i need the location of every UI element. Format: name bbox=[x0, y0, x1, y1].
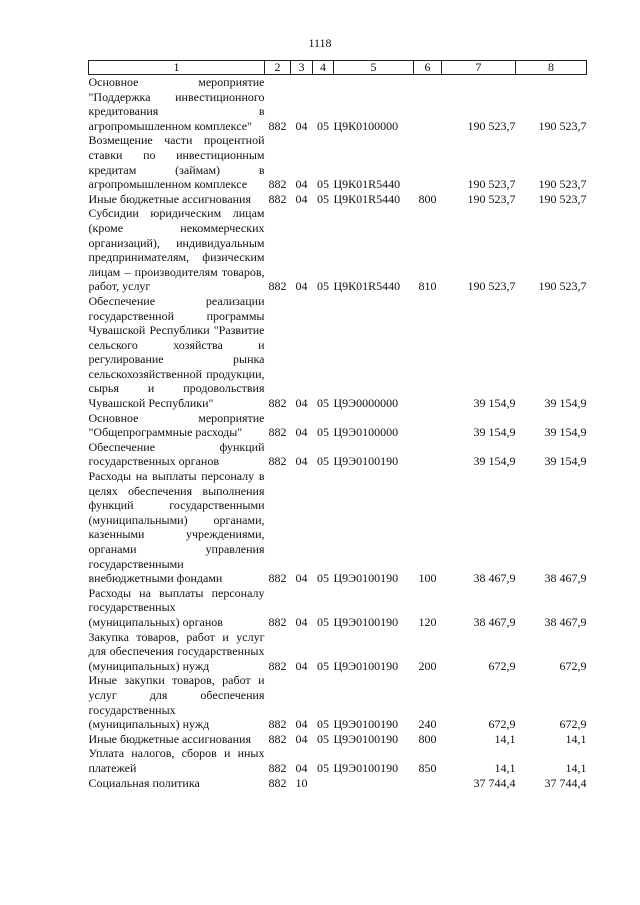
column-header-7: 7 bbox=[442, 61, 516, 75]
row-description: Иные бюджетные ассигнования bbox=[88, 731, 251, 746]
table-row bbox=[89, 469, 587, 586]
row-section: 04 bbox=[295, 279, 308, 294]
table-row bbox=[89, 586, 587, 630]
row-ministry-code: 882 bbox=[268, 177, 287, 192]
row-expense-type: 100 bbox=[418, 571, 437, 586]
row-subsection: 05 bbox=[317, 658, 329, 673]
row-expense-type: 200 bbox=[418, 658, 437, 673]
row-description: Основное мероприятие "Общепрограммные расходы" bbox=[88, 410, 265, 440]
row-section: 10 bbox=[295, 775, 308, 790]
row-expense-type: 810 bbox=[418, 279, 437, 294]
row-subsection: 05 bbox=[317, 279, 329, 294]
table-row bbox=[89, 630, 587, 674]
column-header-8: 8 bbox=[516, 61, 587, 75]
row-amount-8: 190 523,7 bbox=[538, 177, 587, 192]
row-target-article: Ц9Э0100190 bbox=[333, 760, 399, 775]
column-header-2: 2 bbox=[265, 61, 291, 75]
table-row bbox=[89, 294, 587, 411]
row-subsection: 05 bbox=[317, 191, 329, 206]
row-amount-8: 190 523,7 bbox=[538, 191, 587, 206]
row-ministry-code: 882 bbox=[268, 396, 287, 411]
table-row bbox=[89, 673, 587, 731]
row-description: Закупка товаров, работ и услуг для обеспечения государственных (муниципальных) нужд bbox=[88, 629, 265, 673]
table-row bbox=[89, 776, 587, 791]
row-description: Иные закупки товаров, работ и услуг для обеспечения государственных (муниципальных) нужд bbox=[88, 673, 265, 732]
row-expense-type bbox=[414, 294, 442, 411]
row-section: 04 bbox=[295, 425, 308, 440]
row-ministry-code: 882 bbox=[268, 614, 287, 629]
row-section: 04 bbox=[295, 614, 308, 629]
row-section: 04 bbox=[295, 717, 308, 732]
row-expense-type bbox=[414, 75, 442, 134]
row-subsection: 05 bbox=[317, 177, 329, 192]
table-row bbox=[89, 746, 587, 775]
row-description: Основное мероприятие "Поддержка инвестиционного кредитования в агропромышленном комплексе" bbox=[88, 75, 265, 133]
row-expense-type bbox=[414, 133, 442, 191]
column-header-6: 6 bbox=[414, 61, 442, 75]
row-target-article: Ц9Э0100190 bbox=[333, 571, 399, 586]
row-amount-8: 39 154,9 bbox=[544, 454, 587, 469]
table-row bbox=[89, 440, 587, 469]
table-row bbox=[89, 732, 587, 747]
row-amount-7: 190 523,7 bbox=[467, 118, 516, 133]
row-subsection: 05 bbox=[317, 731, 329, 746]
row-amount-7: 190 523,7 bbox=[467, 279, 516, 294]
row-subsection: 05 bbox=[317, 717, 329, 732]
row-amount-7: 39 154,9 bbox=[473, 425, 516, 440]
row-expense-type: 120 bbox=[418, 614, 437, 629]
row-amount-7: 37 744,4 bbox=[473, 775, 516, 790]
row-expense-type: 800 bbox=[418, 731, 437, 746]
table-row bbox=[89, 133, 587, 191]
row-section: 04 bbox=[295, 177, 308, 192]
row-expense-type bbox=[414, 440, 442, 469]
row-amount-7: 39 154,9 bbox=[473, 396, 516, 411]
row-section: 04 bbox=[295, 731, 308, 746]
row-section: 04 bbox=[295, 118, 308, 133]
row-amount-8: 14,1 bbox=[565, 760, 587, 775]
row-target-article: Ц9К0100000 bbox=[333, 118, 399, 133]
row-amount-7: 14,1 bbox=[494, 731, 516, 746]
row-description: Уплата налогов, сборов и иных платежей bbox=[88, 746, 265, 775]
row-description: Расходы на выплаты персоналу государственных (муниципальных) органов bbox=[88, 585, 265, 629]
table-row bbox=[89, 206, 587, 294]
row-subsection: 05 bbox=[317, 760, 329, 775]
row-subsection: 05 bbox=[317, 571, 329, 586]
row-subsection: 05 bbox=[317, 396, 329, 411]
row-target-article: Ц9Э0000000 bbox=[333, 396, 399, 411]
table-body bbox=[89, 75, 587, 791]
row-description: Расходы на выплаты персоналу в целях обеспечения выполнения функций государственными (муниципальными) органами, казенными учреждениями, органами управления государственными внебюджетными фондами bbox=[88, 469, 265, 586]
row-description: Иные бюджетные ассигнования bbox=[88, 191, 251, 206]
row-ministry-code: 882 bbox=[268, 118, 287, 133]
row-ministry-code: 882 bbox=[268, 571, 287, 586]
row-amount-7: 39 154,9 bbox=[473, 454, 516, 469]
row-amount-7: 14,1 bbox=[494, 760, 516, 775]
row-amount-7: 672,9 bbox=[488, 717, 516, 732]
row-expense-type: 240 bbox=[418, 717, 437, 732]
row-subsection: 05 bbox=[317, 425, 329, 440]
row-ministry-code: 882 bbox=[268, 731, 287, 746]
column-header-5: 5 bbox=[334, 61, 414, 75]
row-section: 04 bbox=[295, 658, 308, 673]
row-amount-8: 39 154,9 bbox=[544, 425, 587, 440]
row-amount-7: 190 523,7 bbox=[467, 177, 516, 192]
row-amount-8: 672,9 bbox=[559, 658, 587, 673]
row-target-article: Ц9Э0100000 bbox=[333, 425, 399, 440]
row-section: 04 bbox=[295, 571, 308, 586]
table-row bbox=[89, 411, 587, 440]
row-ministry-code: 882 bbox=[268, 191, 287, 206]
row-ministry-code: 882 bbox=[268, 425, 287, 440]
row-target-article: Ц9К01R5440 bbox=[333, 279, 401, 294]
column-header-4: 4 bbox=[313, 61, 334, 75]
table-row bbox=[89, 75, 587, 134]
row-target-article: Ц9К01R5440 bbox=[333, 191, 401, 206]
row-expense-type: 850 bbox=[418, 760, 437, 775]
row-amount-8: 190 523,7 bbox=[538, 118, 587, 133]
row-amount-8: 39 154,9 bbox=[544, 396, 587, 411]
row-ministry-code: 882 bbox=[268, 760, 287, 775]
row-description: Обеспечение реализации государственной программы Чувашской Республики "Развитие сельского хозяйства и регулирование рынка сельскохозяйственной продукции, сырья и продовольствия Чувашской Республики" bbox=[88, 293, 265, 411]
row-ministry-code: 882 bbox=[268, 279, 287, 294]
row-section: 04 bbox=[295, 454, 308, 469]
table-header-row bbox=[89, 61, 587, 75]
row-section: 04 bbox=[295, 396, 308, 411]
row-expense-type bbox=[414, 776, 442, 791]
page-number: 1118 bbox=[308, 36, 332, 50]
row-subsection: 05 bbox=[317, 614, 329, 629]
row-target-article bbox=[334, 776, 414, 791]
row-amount-8: 672,9 bbox=[559, 717, 587, 732]
row-expense-type bbox=[414, 411, 442, 440]
row-ministry-code: 882 bbox=[268, 658, 287, 673]
row-description: Субсидии юридическим лицам (кроме некоммерческих организаций), индивидуальным предпринимателям, физическим лицам – производителям товаров, работ, услуг bbox=[88, 206, 265, 294]
row-amount-8: 190 523,7 bbox=[538, 279, 587, 294]
column-header-3: 3 bbox=[291, 61, 313, 75]
row-target-article: Ц9Э0100190 bbox=[333, 454, 399, 469]
row-amount-8: 38 467,9 bbox=[544, 571, 587, 586]
row-ministry-code: 882 bbox=[268, 775, 287, 790]
row-section: 04 bbox=[295, 760, 308, 775]
column-header-1: 1 bbox=[89, 61, 265, 75]
row-ministry-code: 882 bbox=[268, 454, 287, 469]
row-amount-8: 14,1 bbox=[565, 731, 587, 746]
row-amount-8: 38 467,9 bbox=[544, 614, 587, 629]
row-description: Возмещение части процентной ставки по инвестиционным кредитам (займам) в агропромышленном комплексе bbox=[88, 133, 265, 192]
row-subsection: 05 bbox=[317, 118, 329, 133]
row-target-article: Ц9Э0100190 bbox=[333, 731, 399, 746]
row-amount-7: 38 467,9 bbox=[473, 614, 516, 629]
row-ministry-code: 882 bbox=[268, 717, 287, 732]
row-description: Обеспечение функций государственных органов bbox=[88, 439, 265, 469]
row-amount-7: 672,9 bbox=[488, 658, 516, 673]
row-description: Социальная политика bbox=[88, 775, 200, 790]
row-amount-7: 38 467,9 bbox=[473, 571, 516, 586]
row-expense-type: 800 bbox=[418, 191, 437, 206]
row-target-article: Ц9Э0100190 bbox=[333, 614, 399, 629]
row-amount-7: 190 523,7 bbox=[467, 191, 516, 206]
row-target-article: Ц9Э0100190 bbox=[333, 717, 399, 732]
row-subsection: 05 bbox=[317, 454, 329, 469]
row-target-article: Ц9Э0100190 bbox=[333, 658, 399, 673]
row-section: 04 bbox=[295, 191, 308, 206]
row-subsection bbox=[313, 776, 334, 791]
budget-table bbox=[88, 60, 587, 790]
row-amount-8: 37 744,4 bbox=[544, 775, 587, 790]
table-row bbox=[89, 192, 587, 207]
row-target-article: Ц9К01R5440 bbox=[333, 177, 401, 192]
